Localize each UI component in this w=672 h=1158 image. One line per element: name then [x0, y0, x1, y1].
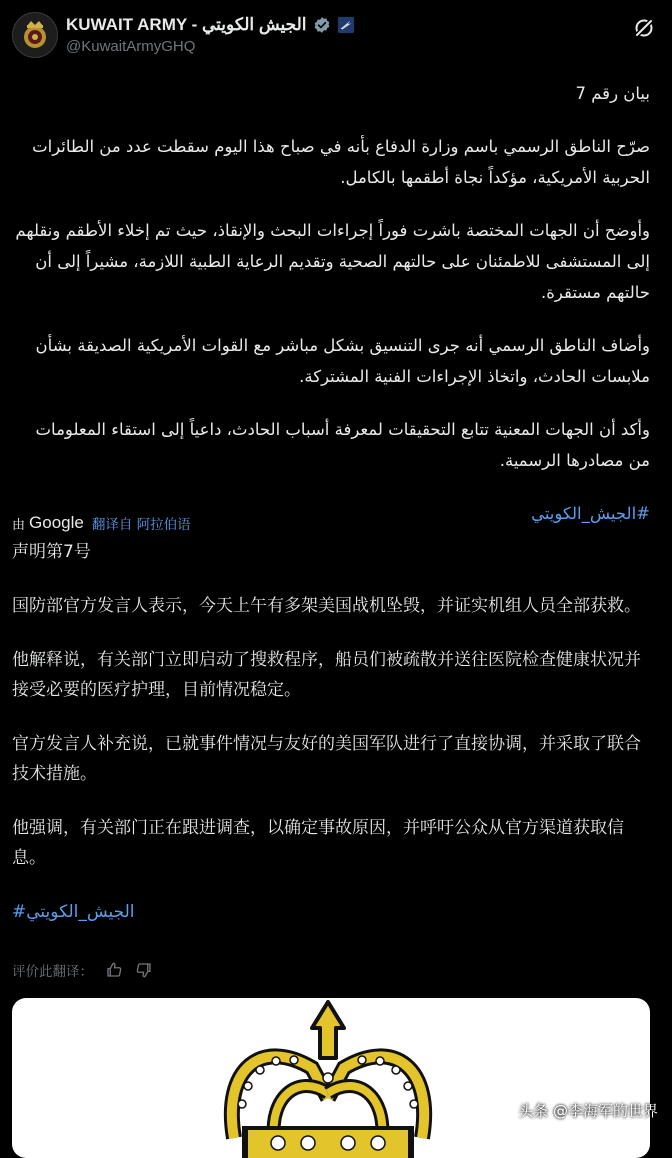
arabic-paragraph-2: وأوضح أن الجهات المختصة باشرت فوراً إجراءات البحث والإنقاذ، حيث تم إخلاء الأطقم ونقلهم إلى المستشفى للاطمئنان على حالتهم الصحية وتقديم الرعاية الطبية اللازمة، مشيراً إلى أن حالتهم مستقرة. [15, 221, 650, 302]
arabic-paragraph-1: صرّح الناطق الرسمي باسم وزارة الدفاع بأنه في صباح هذا اليوم سقطت عدد من الطائرات الحربية الأمريكية، مؤكداً نجاة أطقمها بالكامل. [32, 137, 650, 187]
verified-badge-icon [313, 16, 331, 34]
kuwait-army-emblem-icon [13, 13, 57, 57]
translated-paragraph-3: 官方发言人补充说，已就事件情况与友好的美国军队进行了直接协调，并采取了联合技术措施。 [12, 734, 641, 784]
rate-translation-label: 评价此翻译： [12, 964, 93, 980]
translated-hashtag-link[interactable]: #الجيش_الكويتي [12, 902, 135, 922]
by-label: 由 [12, 517, 26, 533]
translated-post-text [12, 537, 652, 951]
crown-emblem-image [12, 998, 650, 1158]
toutiao-watermark: 头条 @李海军的世界 [518, 1102, 658, 1120]
user-handle[interactable]: @KuwaitArmyGHQ [66, 38, 196, 55]
arabic-paragraph-4: وأكد أن الجهات المعنية تتابع التحقيقات لمعرفة أسباب الحادث، داعياً إلى استقاء المعلومات من مصادرها الرسمية. [35, 420, 650, 470]
arabic-paragraph-3: وأضاف الناطق الرسمي أنه جرى التنسيق بشكل مباشر مع القوات الأمريكية الصديقة بشأن ملابسات الحادث، واتخاذ الإجراءات الفنية المشتركة. [35, 336, 650, 386]
grok-icon[interactable] [632, 16, 656, 40]
arabic-title: بيان رقم 7 [575, 84, 650, 103]
translated-paragraph-4: 他强调，有关部门正在跟进调查，以确定事故原因，并呼吁公众从官方渠道获取信息。 [12, 818, 624, 868]
post-header [12, 12, 660, 60]
translated-from-link[interactable]: 翻译自 阿拉伯语 [91, 517, 191, 533]
rate-translation-row [12, 958, 153, 982]
arabic-post-text [12, 78, 650, 551]
display-name[interactable]: KUWAIT ARMY - الجيش الكويتي [66, 15, 307, 34]
google-logo-text: Google [29, 513, 84, 532]
government-badge-icon [337, 16, 355, 34]
name-row [66, 14, 355, 36]
post-media-image[interactable] [12, 998, 650, 1158]
thumbs-up-icon[interactable] [105, 961, 123, 979]
arabic-hashtag-link[interactable]: #الجيش_الكويتي [531, 504, 650, 523]
thumbs-down-icon[interactable] [135, 961, 153, 979]
translated-paragraph-1: 国防部官方发言人表示，今天上午有多架美国战机坠毁，并证实机组人员全部获救。 [12, 596, 641, 616]
translated-paragraph-2: 他解释说，有关部门立即启动了搜救程序，船员们被疏散并送往医院检查健康状况并接受必要的医疗护理，目前情况稳定。 [12, 650, 641, 700]
profile-avatar[interactable] [12, 12, 58, 58]
translated-title: 声明第7号 [12, 542, 91, 562]
translation-attribution [12, 512, 191, 534]
